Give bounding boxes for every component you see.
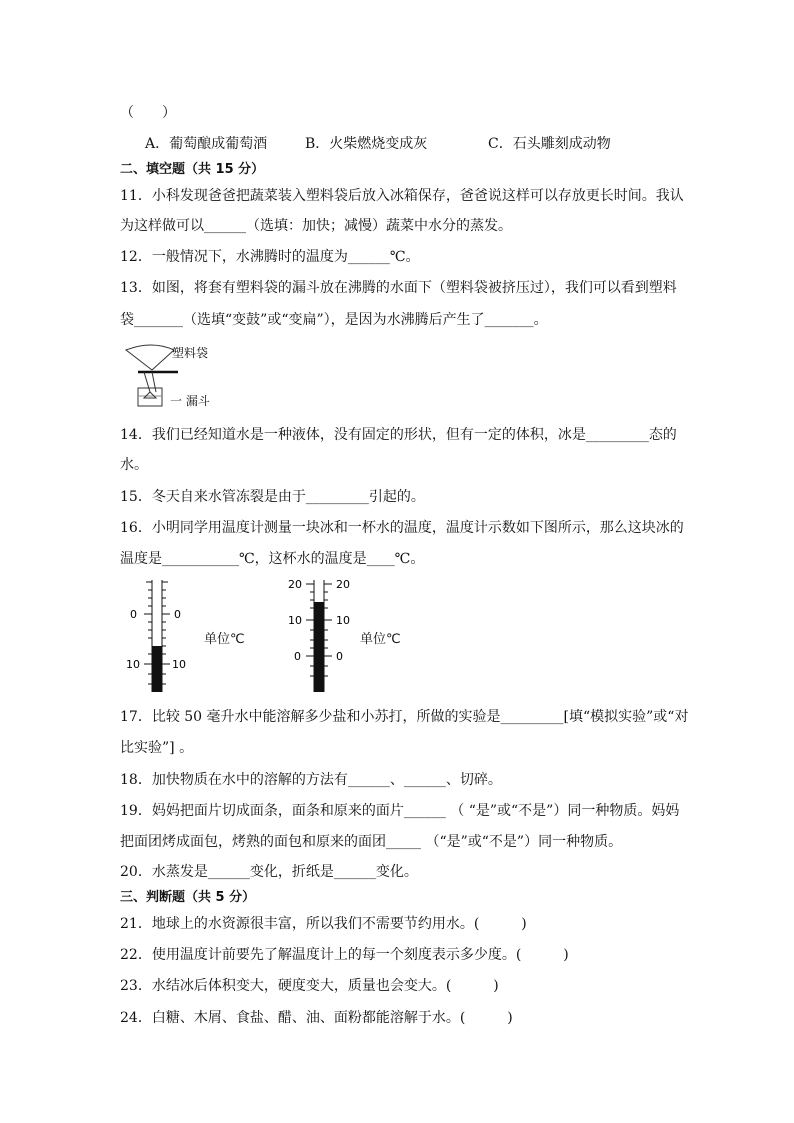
water-tick-right-10: 10 (336, 614, 350, 627)
ice-mercury-column (152, 646, 162, 692)
water-tick-left-10: 10 (288, 614, 302, 627)
q10-option-a[interactable]: A．葡萄酿成葡萄酒 (145, 136, 268, 152)
q17-line-2: 比实验”] 。 (120, 740, 194, 756)
section-3-title: 三、判断题（共 5 分） (120, 890, 256, 905)
q13-line-1: 13．如图，将套有塑料袋的漏斗放在沸腾的水面下（塑料袋被挤压过），我们可以看到塑料 (120, 280, 677, 296)
q23: 23．水结冰后体积变大，硬度变大，质量也会变大。( ) (120, 978, 499, 994)
funnel-label: 一 漏斗 (170, 394, 210, 408)
funnel-mouth (144, 392, 156, 398)
q12: 12．一般情况下，水沸腾时的温度为______℃。 (120, 249, 420, 265)
water-tick-right-0: 0 (336, 650, 343, 663)
q16-line-2: 温度是___________℃，这杯水的温度是____℃。 (120, 551, 425, 567)
ice-tick-left-10: 10 (126, 658, 140, 671)
funnel-right-edge (152, 372, 156, 392)
q13-figure (122, 340, 232, 410)
q14-line-2: 水。 (120, 457, 148, 473)
ice-tick-right-0: 0 (174, 608, 181, 621)
q21: 21．地球上的水资源很丰富，所以我们不需要节约用水。( ) (120, 916, 527, 932)
ice-tick-left-0: 0 (130, 608, 137, 621)
thermometer-ice-svg (120, 578, 200, 696)
water-unit-label: 单位℃ (360, 632, 401, 647)
water-tick-right-20: 20 (336, 578, 350, 591)
q10-option-b[interactable]: B．火柴燃烧变成灰 (305, 136, 428, 152)
q19-line-2: 把面团烤成面包，烤熟的面包和原来的面团_____ （“是”或“不是”）同一种物质。 (120, 834, 623, 850)
ice-unit-label: 单位℃ (204, 632, 245, 647)
q19-line-1: 19．妈妈把面片切成面条，面条和原来的面片______ （ “是”或“不是”）同一种物质。妈妈 (120, 803, 680, 819)
q18: 18．加快物质在水中的溶解的方法有______、______、切碎。 (120, 772, 502, 788)
q22: 22．使用温度计前要先了解温度计上的每一个刻度表示多少度。( ) (120, 947, 569, 963)
q17-line-1: 17．比较 50 毫升水中能溶解多少盐和小苏打，所做的实验是_________[填“模拟实验”或“对 (120, 709, 689, 725)
funnel-left-edge (144, 372, 150, 392)
thermometer-water-svg (282, 578, 362, 696)
q20: 20．水蒸发是______变化，折纸是______变化。 (120, 864, 418, 880)
q14-line-1: 14．我们已经知道水是一种液体，没有固定的形状，但有一定的体积，冰是_________态的 (120, 427, 677, 443)
q10-tail: （ ） (120, 105, 176, 121)
water-tick-left-0: 0 (294, 650, 301, 663)
q11-line-1: 11．小科发现爸爸把蔬菜装入塑料袋后放入冰箱保存，爸爸说这样可以存放更长时间。我认 (120, 188, 684, 204)
q16-line-1: 16．小明同学用温度计测量一块冰和一杯水的温度，温度计示数如下图所示，那么这块冰的 (120, 520, 684, 536)
q13-line-2: 袋_______（选填“变鼓”或“变扁”），是因为水沸腾后产生了_______。 (120, 312, 548, 328)
q11-line-2: 为这样做可以______（选填：加快；减慢）蔬菜中水分的蒸发。 (120, 218, 512, 234)
q15: 15．冬天自来水管冻裂是由于_________引起的。 (120, 489, 425, 505)
ice-tick-right-10: 10 (172, 658, 186, 671)
section-2-title: 二、填空题（共 15 分） (120, 162, 265, 177)
plastic-bag-shape (126, 345, 174, 370)
bag-label: 塑料袋 (172, 346, 209, 360)
water-mercury-column (314, 602, 324, 692)
q24: 24．白糖、木屑、食盐、醋、油、面粉都能溶解于水。( ) (120, 1010, 513, 1026)
q10-option-c[interactable]: C．石头雕刻成动物 (488, 136, 611, 152)
thermometer-water (282, 578, 482, 696)
water-tick-left-20: 20 (288, 578, 302, 591)
